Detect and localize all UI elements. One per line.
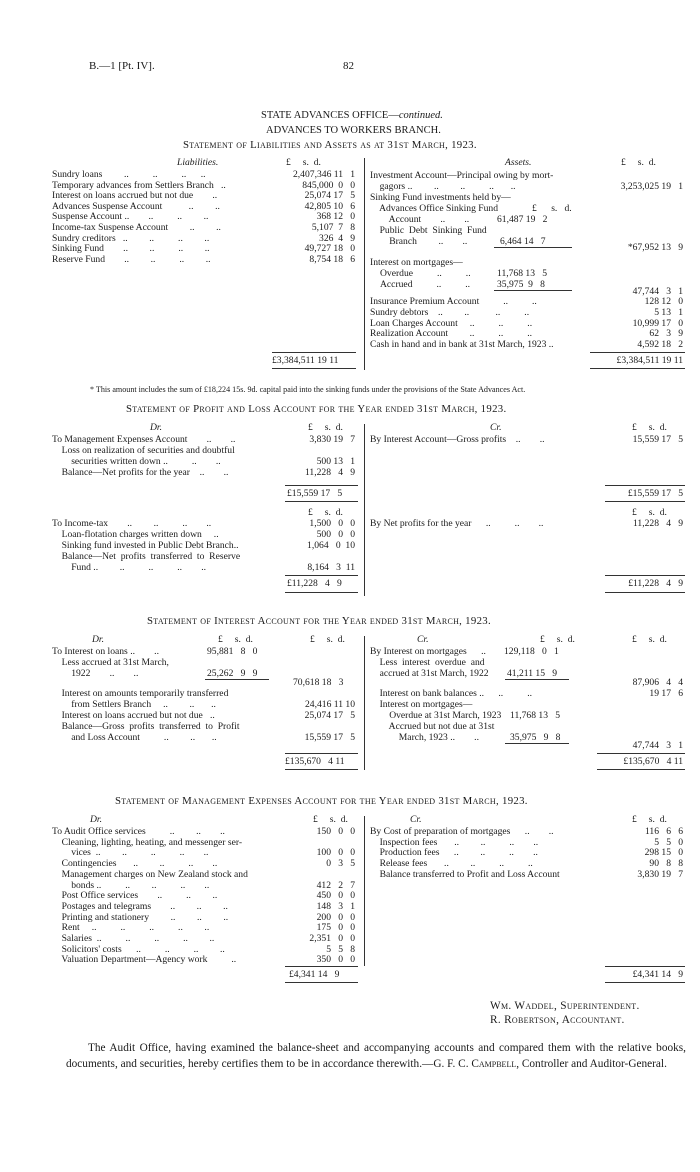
liability-amount: 49,727 18 0 <box>304 243 355 255</box>
signature-accountant: R. Robertson, Accountant. <box>490 1014 625 1026</box>
mgmt-total-underline <box>285 982 358 983</box>
liab-total-rule <box>272 352 356 353</box>
mgmt-debit-label: Post Office services .. .. .. <box>52 890 218 902</box>
mgmt-debit-label: To Audit Office services .. .. .. <box>52 826 225 837</box>
balance-sheet-title: Statement of Liabilities and Assets as at 31st March, 1923. <box>183 139 477 151</box>
liability-label: Sinking Fund .. .. .. .. <box>52 243 210 255</box>
interest-title: Statement of Interest Account for the Year ended 31st March, 1923. <box>147 615 491 627</box>
mgmt-debit-amount: 450 0 0 <box>316 890 355 902</box>
mgmt-debit-label: Rent .. .. .. .. .. <box>52 922 210 934</box>
int-dr-currency-2: £ s. d. <box>310 634 345 645</box>
pl-credit-amount: 15,559 17 5 <box>632 434 683 445</box>
assets-total-rule <box>590 352 685 353</box>
sinking-public-amount: 6,464 14 7 <box>500 236 546 247</box>
asset-line: Investment Account—Principal owing by mort- <box>370 170 554 181</box>
pl2-debit-amount: 8,164 3 11 <box>307 562 355 573</box>
pl2-debit-label: Sinking fund invested in Public Debt Branch.. <box>52 540 239 551</box>
pl-total-cr-rule <box>605 485 685 486</box>
balance-footnote: * This amount includes the sum of £18,224 15s. 9d. capital paid into the sinking funds under the provisions of the State Advances Act. <box>90 385 526 394</box>
management-title: Statement of Management Expenses Account for the Year ended 31st March, 1923. <box>115 795 528 807</box>
mortgage-total: 47,744 3 1 <box>632 286 683 297</box>
int-cr-less-amount: 41,211 15 9 <box>507 668 558 679</box>
pl2-cr-currency: £ s. d. <box>632 507 667 518</box>
mgmt-debit-amount: 0 3 5 <box>326 858 355 870</box>
mgmt-cr-currency: £ s. d. <box>632 814 667 825</box>
liability-amount: 2,407,346 11 1 <box>292 169 355 180</box>
mgmt-debit-label: Postages and telegrams .. .. .. <box>52 900 228 912</box>
mortgage-interest-heading: Interest on mortgages— <box>370 257 463 268</box>
int-cr-currency-1: £ s. d. <box>540 634 575 645</box>
pl-divider <box>364 424 365 596</box>
mortgage-rule <box>494 290 572 291</box>
pl2-total-rule <box>285 575 358 576</box>
liability-amount: 326 4 9 <box>319 232 355 244</box>
int-total-cr-underline <box>597 769 685 770</box>
mgmt-total-cr: £4,341 14 9 <box>632 969 683 980</box>
other-asset-label: Realization Account .. .. .. <box>370 328 533 340</box>
audit-certificate: The Audit Office, having examined the balance-sheet and accompanying accounts and compared them with the relative books, documents, and securities, hereby certifies them to be in accordance therewith.—G. F. C. Campbell, Controller and Auditor-General. <box>66 1042 686 1070</box>
profit-loss-title: Statement of Profit and Loss Account for the Year ended 31st March, 1923. <box>126 403 507 415</box>
pl-debit-label: Balance—Net profits for the year .. .. <box>52 467 229 478</box>
other-asset-label: Sundry debtors .. .. .. .. <box>370 306 530 318</box>
asset-line: Account .. .. <box>370 214 470 225</box>
int-debit-amount: 15,559 17 5 <box>304 732 355 743</box>
pl2-credit-amount: 11,228 4 9 <box>632 518 683 529</box>
int-cr-less-rule <box>505 679 569 680</box>
int-acc-amount: 35,975 9 8 <box>510 732 561 743</box>
mgmt-debit-label: bonds .. .. .. .. .. <box>52 879 210 891</box>
sinking-currency: £ s. d. <box>532 203 572 214</box>
pl2-total-cr: £11,228 4 9 <box>628 578 683 589</box>
pl-total-cr: £15,559 17 5 <box>627 488 683 499</box>
int-total-underline <box>285 769 358 770</box>
liability-amount: 845,000 0 0 <box>302 179 355 191</box>
other-asset-label: Insurance Premium Account .. .. <box>370 296 537 307</box>
int-loans-amount: 95,881 8 0 <box>207 646 258 657</box>
pl-total-cr-underline <box>605 501 685 502</box>
other-asset-amount: 4,592 18 2 <box>637 339 683 351</box>
liability-label: Temporary advances from Settlers Branch .. <box>52 179 226 191</box>
liability-amount: 25,074 17 5 <box>304 190 355 202</box>
pl-debit-label: To Management Expenses Account .. .. <box>52 434 236 445</box>
mgmt-dr: Dr. <box>90 814 102 825</box>
mgmt-credit-label: Inspection fees .. .. .. .. <box>370 836 539 848</box>
mgmt-dr-currency: £ s. d. <box>313 814 348 825</box>
mgmt-debit-amount: 100 0 0 <box>316 847 355 859</box>
pl2-debit-amount: 1,064 0 10 <box>307 540 355 551</box>
mgmt-debit-amount: 5 5 8 <box>326 943 355 955</box>
pl-total-dr: £15,559 17 5 <box>287 488 343 499</box>
signature-superintendent: Wm. Waddel, Superintendent. <box>490 1000 640 1012</box>
branch-title: ADVANCES TO WORKERS BRANCH. <box>266 125 441 136</box>
int-divider <box>364 636 365 770</box>
int-total-dr: £135,670 4 11 <box>285 756 345 767</box>
sinking-rule <box>494 247 572 248</box>
mgmt-credit-amount: 116 6 6 <box>644 826 683 837</box>
liabilities-heading: Liabilities. <box>177 157 219 168</box>
mgmt-credit-label: Production fees .. .. .. .. <box>370 847 538 859</box>
mgmt-credit-label: Release fees .. .. .. .. <box>370 858 533 870</box>
mgmt-debit-label: Salaries .. .. .. .. .. <box>52 933 215 944</box>
int-dr: Dr. <box>92 634 104 645</box>
mgmt-credit-label: By Cost of preparation of mortgages .. .. <box>370 826 554 837</box>
int-imort: Interest on mortgages— <box>370 699 473 710</box>
int-debit-label: Interest on loans accrued but not due .. <box>52 710 215 721</box>
pl2-debit-label: Loan-flotation charges written down .. <box>52 529 219 540</box>
int-acc-2: March, 1923 .. .. <box>370 732 479 743</box>
int-debit-label: and Loss Account .. .. .. <box>52 732 217 743</box>
mgmt-credit-amount: 90 8 8 <box>649 858 683 870</box>
pl2-debit-amount: 500 0 0 <box>316 529 355 540</box>
liabilities-currency: £ s. d. <box>286 157 321 168</box>
liability-amount: 368 12 0 <box>316 211 355 223</box>
other-asset-amount: 128 12 0 <box>644 296 683 307</box>
pl2-debit-label: Balance—Net profits transferred to Reserve <box>52 551 241 562</box>
asset-line: Sinking Fund investments held by— <box>370 192 511 203</box>
investment-total: 3,253,025 19 1 <box>620 181 683 192</box>
int-bank-amount: 19 17 6 <box>649 688 683 699</box>
pl2-debit-label: Fund .. .. .. .. .. <box>52 562 207 573</box>
mgmt-debit-amount: 200 0 0 <box>316 911 355 923</box>
asset-line: Public Debt Sinking Fund <box>370 225 487 236</box>
int-less-1: Less accrued at 31st March, <box>52 657 169 668</box>
pl-debit-label: Loss on realization of securities and doubtful <box>52 445 235 456</box>
int-debit-label: from Settlers Branch .. .. .. <box>52 699 216 710</box>
overdue-amount: 11,768 13 5 <box>497 268 548 279</box>
accrued-label: Accrued .. .. <box>380 279 471 290</box>
asset-line: gagors .. .. .. .. .. <box>370 181 516 192</box>
liability-amount: 8,754 18 6 <box>309 253 355 265</box>
int-cr-sum: 47,744 3 1 <box>632 740 683 751</box>
pl2-debit-label: To Income-tax .. .. .. .. <box>52 518 212 529</box>
office-title: STATE ADVANCES OFFICE—continued. <box>261 110 443 121</box>
pl-credit-label: By Interest Account—Gross profits .. .. <box>370 434 545 445</box>
liability-label: Income-tax Suspense Account .. .. <box>52 222 221 233</box>
other-asset-label: Cash in hand and in bank at 31st March, 1923 .. <box>370 339 554 351</box>
mgmt-debit-label: Valuation Department—Agency work .. <box>52 954 237 966</box>
liability-label: Advances Suspense Account .. .. <box>52 200 220 212</box>
sinking-total: *67,952 13 9 <box>627 242 683 253</box>
mgmt-debit-amount: 150 0 0 <box>316 826 355 837</box>
mgmt-debit-amount: 2,351 0 0 <box>309 933 355 944</box>
int-cr-net: 87,906 4 4 <box>632 677 683 688</box>
mgmt-debit-amount: 148 3 1 <box>316 900 355 912</box>
int-over-label: Overdue at 31st March, 1923 <box>370 710 502 721</box>
int-cr-less-2: accrued at 31st March, 1922 <box>370 668 489 679</box>
other-asset-label: Loan Charges Account .. .. .. <box>370 317 533 329</box>
int-cr-currency-2: £ s. d. <box>632 634 667 645</box>
pl2-total-underline <box>285 592 358 593</box>
liability-label: Sundry loans .. .. .. .. <box>52 169 206 180</box>
pl-debit-amount: 500 13 1 <box>316 456 355 467</box>
int-loans-label: To Interest on loans .. .. <box>52 646 159 657</box>
mgmt-debit-label: Cleaning, lighting, heating, and messenger ser- <box>52 836 243 848</box>
mgmt-debit-label: vices .. .. .. .. .. <box>52 847 209 859</box>
assets-total-underline <box>590 368 685 369</box>
int-less-rule <box>205 679 269 680</box>
int-debit-label: Interest on amounts temporarily transferred <box>52 688 229 699</box>
pl-total-underline <box>285 501 358 502</box>
assets-total: £3,384,511 19 11 <box>616 355 683 366</box>
mgmt-debit-label: Contingencies .. .. .. .. <box>52 858 218 870</box>
int-total-cr-rule <box>597 753 685 754</box>
mgmt-divider <box>364 816 365 966</box>
int-debit-amount: 24,416 11 10 <box>304 699 355 710</box>
pl-total-rule <box>285 485 358 486</box>
pl-dr: Dr. <box>150 422 162 433</box>
int-debit-amount: 25,074 17 5 <box>304 710 355 721</box>
int-acc-rule <box>505 743 569 744</box>
page-number: 82 <box>343 60 354 72</box>
liab-total-underline <box>272 368 356 369</box>
pl2-total-cr-rule <box>605 575 685 576</box>
liability-label: Suspense Account .. .. .. .. <box>52 211 209 223</box>
overdue-label: Overdue .. .. <box>380 268 471 279</box>
mgmt-credit-amount: 298 15 0 <box>644 847 683 859</box>
mgmt-total-cr-underline <box>605 982 685 983</box>
other-asset-amount: 10,999 17 0 <box>632 317 683 329</box>
int-debit-label: Balance—Gross profits transferred to Profit <box>52 721 240 732</box>
other-asset-amount: 5 13 1 <box>654 306 683 318</box>
sinking-office-amount: 61,487 19 2 <box>497 214 548 225</box>
int-bank-label: Interest on bank balances .. .. .. <box>370 688 532 699</box>
pl-cr: Cr. <box>490 422 502 433</box>
mgmt-debit-amount: 175 0 0 <box>316 922 355 934</box>
int-net-amount: 70,618 18 3 <box>293 677 344 688</box>
int-cr: Cr. <box>417 634 429 645</box>
mgmt-credit-label: Balance transferred to Profit and Loss Account <box>370 868 560 880</box>
accrued-amount: 35,975 9 8 <box>497 279 545 290</box>
liabilities-total: £3,384,511 19 11 <box>272 355 339 366</box>
int-over-amount: 11,768 13 5 <box>510 710 561 721</box>
liability-amount: 5,107 7 8 <box>311 222 355 233</box>
mgmt-cr: Cr. <box>410 814 422 825</box>
int-mort-amount: 129,118 0 1 <box>504 646 559 657</box>
int-dr-currency-1: £ s. d. <box>218 634 253 645</box>
mgmt-debit-label: Solicitors' costs .. .. .. .. <box>52 943 225 955</box>
mgmt-debit-label: Management charges on New Zealand stock and <box>52 868 248 880</box>
int-cr-less-1: Less interest overdue and <box>370 657 485 668</box>
int-acc-1: Accrued but not due at 31st <box>370 721 495 732</box>
pl-debit-amount: 3,830 19 7 <box>309 434 355 445</box>
pl2-total-dr: £11,228 4 9 <box>287 578 342 589</box>
assets-heading: Assets. <box>505 157 532 168</box>
document-reference: B.—1 [Pt. IV]. <box>89 60 155 72</box>
int-less-amount: 25,262 9 9 <box>207 668 258 679</box>
mgmt-credit-amount: 3,830 19 7 <box>637 868 683 880</box>
other-asset-amount: 62 3 9 <box>649 328 683 340</box>
pl2-debit-amount: 1,500 0 0 <box>309 518 355 529</box>
pl2-dr-currency: £ s. d. <box>308 507 343 518</box>
pl2-total-cr-underline <box>605 592 685 593</box>
mgmt-total-rule <box>285 966 358 967</box>
asset-line: Branch .. .. <box>370 236 468 247</box>
int-total-cr: £135,670 4 11 <box>623 756 683 767</box>
pl-cr-currency: £ s. d. <box>632 422 667 433</box>
pl2-credit-label: By Net profits for the year .. .. .. <box>370 518 544 529</box>
liability-label: Sundry creditors .. .. .. .. <box>52 232 210 244</box>
mgmt-total-cr-rule <box>605 966 685 967</box>
pl-dr-currency: £ s. d. <box>308 422 343 433</box>
liability-amount: 42,805 10 6 <box>304 200 355 212</box>
mgmt-debit-amount: 350 0 0 <box>316 954 355 966</box>
asset-line: Advances Office Sinking Fund <box>370 203 498 214</box>
pl-debit-label: securities written down .. .. .. <box>52 456 221 467</box>
liability-label: Reserve Fund .. .. .. .. <box>52 253 211 265</box>
mgmt-debit-label: Printing and stationery .. .. .. <box>52 911 229 923</box>
pl-debit-amount: 11,228 4 9 <box>304 467 355 478</box>
mgmt-total-dr: £4,341 14 9 <box>289 969 340 980</box>
int-total-rule <box>285 753 358 754</box>
liability-label: Interest on loans accrued but not due .. <box>52 190 218 202</box>
balance-divider <box>364 158 365 370</box>
assets-currency: £ s. d. <box>621 157 656 168</box>
mgmt-debit-amount: 412 2 7 <box>316 879 355 891</box>
int-less-2: 1922 .. .. <box>52 668 139 679</box>
mgmt-credit-amount: 5 5 0 <box>654 836 683 848</box>
int-mort-label: By Interest on mortgages .. <box>370 646 486 657</box>
